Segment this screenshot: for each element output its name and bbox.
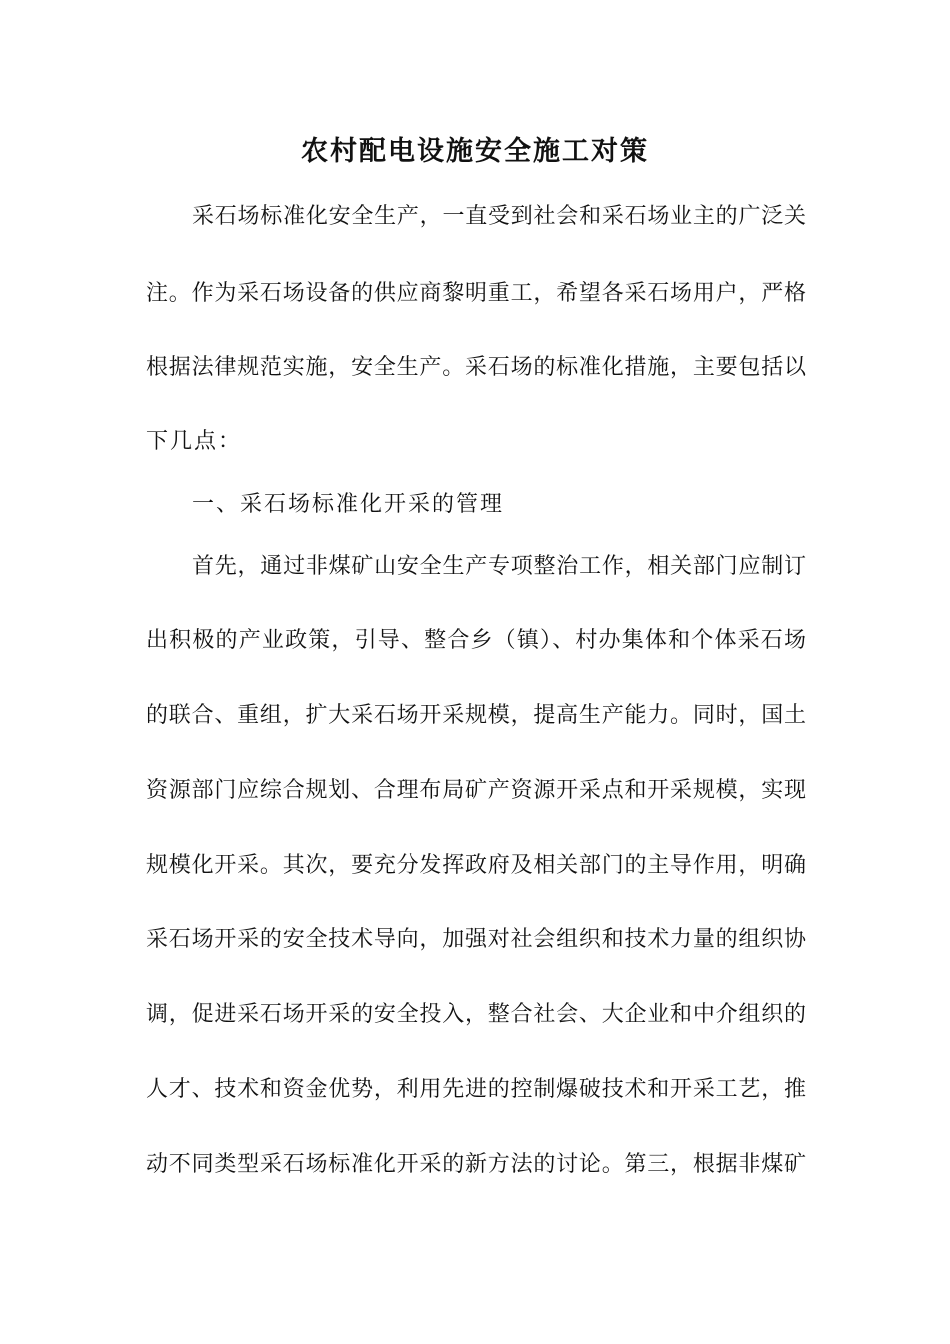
paragraph-line: 首先，通过非煤矿山安全生产专项整治工作，相关部门应制订: [192, 554, 806, 579]
paragraph-line: 采石场开采的安全技术导向，加强对社会组织和技术力量的组织协: [146, 927, 806, 952]
paragraph-line: 动不同类型采石场标准化开采的新方法的讨论。第三，根据非煤矿: [146, 1152, 806, 1177]
paragraph-line: 根据法律规范实施，安全生产。采石场的标准化措施，主要包括以: [146, 355, 806, 380]
document-title: 农村配电设施安全施工对策: [301, 136, 649, 167]
paragraph-line: 资源部门应综合规划、合理布局矿产资源开采点和开采规模，实现: [146, 778, 806, 803]
section-heading: 一、采石场标准化开采的管理: [192, 492, 505, 517]
paragraph-line: 的联合、重组，扩大采石场开采规模，提高生产能力。同时，国土: [146, 703, 806, 728]
paragraph-line: 调，促进采石场开采的安全投入，整合社会、大企业和中介组织的: [146, 1002, 806, 1027]
paragraph-line: 人才、技术和资金优势，利用先进的控制爆破技术和开采工艺，推: [146, 1077, 806, 1102]
paragraph-line: 注。作为采石场设备的供应商黎明重工，希望各采石场用户，严格: [146, 281, 806, 306]
paragraph-line: 规模化开采。其次，要充分发挥政府及相关部门的主导作用，明确: [146, 853, 806, 878]
paragraph-line: 出积极的产业政策，引导、整合乡（镇）、村办集体和个体采石场: [146, 628, 806, 653]
paragraph-line: 下几点：: [146, 429, 243, 454]
paragraph-line: 采石场标准化安全生产，一直受到社会和采石场业主的广泛关: [192, 204, 806, 229]
